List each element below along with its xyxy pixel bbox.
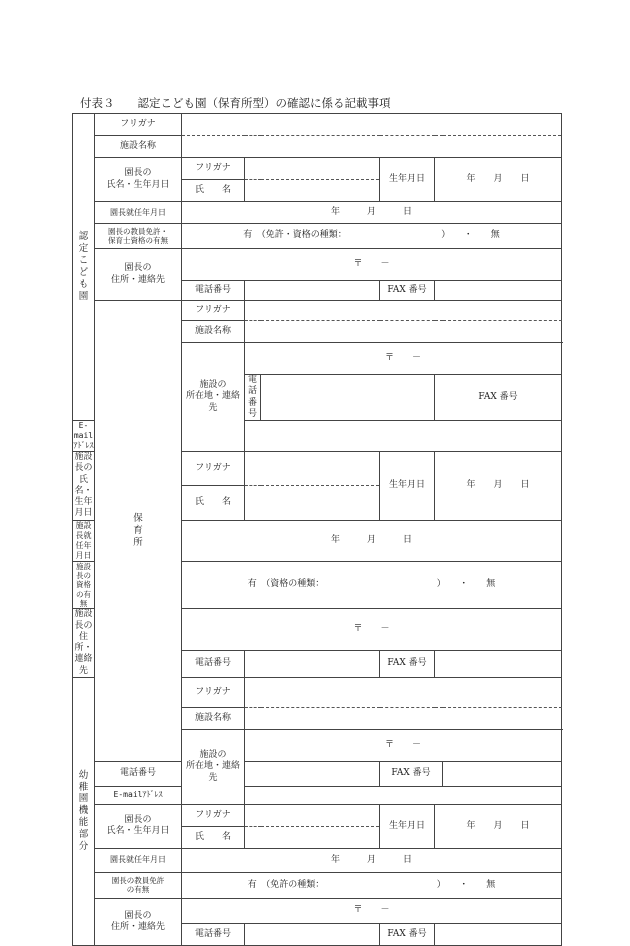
qualification-label: 園長の教員免許・ 保育士資格の有無 bbox=[95, 224, 182, 249]
phone-label: 電話番号 bbox=[245, 375, 261, 421]
facility-name-field[interactable] bbox=[245, 707, 562, 729]
phone-label: 電話番号 bbox=[182, 923, 245, 945]
fax-field[interactable] bbox=[435, 281, 562, 301]
fax-field[interactable] bbox=[435, 923, 562, 945]
phone-field[interactable] bbox=[245, 281, 380, 301]
postal-field[interactable]: 〒 － bbox=[182, 609, 562, 650]
phone-label: 電話番号 bbox=[95, 761, 182, 786]
section-label-hoikusho: 保育所 bbox=[95, 301, 182, 762]
section-label-nintei: 認定こども園 bbox=[73, 114, 95, 421]
facility-name-field[interactable] bbox=[245, 321, 562, 343]
furigana-label: フリガナ bbox=[182, 677, 245, 707]
fax-label: FAX 番号 bbox=[435, 375, 562, 421]
postal-field[interactable]: 〒 － bbox=[182, 898, 562, 923]
email-label: E-mailｱﾄﾞﾚｽ bbox=[73, 421, 94, 450]
head-name-field-label: 氏 名 bbox=[182, 486, 245, 520]
email-label: E-mailｱﾄﾞﾚｽ bbox=[95, 786, 182, 804]
phone-label: 電話番号 bbox=[182, 650, 245, 677]
qualification-field[interactable]: 有 （免許・資格の種類： ） ・ 無 bbox=[182, 224, 562, 249]
fax-field[interactable] bbox=[443, 761, 562, 786]
start-date-field[interactable]: 年 月 日 bbox=[182, 520, 562, 561]
head-name-field[interactable] bbox=[245, 486, 380, 520]
phone-label: 電話番号 bbox=[182, 281, 245, 301]
location-label: 施設の 所在地・連絡先 bbox=[182, 343, 245, 452]
email-field[interactable] bbox=[245, 421, 562, 452]
birth-date-field[interactable]: 年 月 日 bbox=[435, 452, 562, 521]
form-title: 付表３ 認定こども園（保育所型）の確認に係る記載事項 bbox=[80, 96, 391, 110]
start-date-label: 施設長就任年月日 bbox=[73, 520, 95, 561]
section-label-yochien: 幼稚園機能部分 bbox=[73, 677, 95, 945]
fax-label: FAX 番号 bbox=[380, 923, 435, 945]
form-table bbox=[72, 113, 562, 946]
start-date-label: 園長就任年月日 bbox=[95, 848, 182, 872]
furigana-field[interactable] bbox=[245, 677, 562, 707]
facility-name-label: 施設名称 bbox=[182, 321, 245, 343]
facility-name-label: 施設名称 bbox=[95, 136, 182, 158]
head-furigana-field[interactable] bbox=[245, 452, 380, 486]
furigana-label: フリガナ bbox=[95, 114, 182, 136]
furigana-field[interactable] bbox=[245, 301, 562, 321]
location-label: 施設の 所在地・連絡先 bbox=[182, 729, 245, 804]
fax-label: FAX 番号 bbox=[380, 650, 435, 677]
start-date-label: 園長就任年月日 bbox=[95, 202, 182, 224]
furigana-field[interactable] bbox=[182, 114, 562, 136]
postal-field[interactable]: 〒 － bbox=[182, 249, 562, 281]
start-date-field[interactable]: 年 月 日 bbox=[182, 848, 562, 872]
qualification-label: 施設長の資格の有 無 bbox=[73, 561, 95, 609]
birth-label: 生年月日 bbox=[380, 452, 435, 521]
head-address-label: 園長の 住所・連絡先 bbox=[95, 898, 182, 945]
postal-field[interactable]: 〒 － bbox=[245, 729, 562, 761]
facility-name-label: 施設名称 bbox=[182, 707, 245, 729]
birth-date-field[interactable]: 年 月 日 bbox=[435, 804, 562, 848]
birth-label: 生年月日 bbox=[380, 158, 435, 202]
email-field[interactable] bbox=[245, 786, 562, 804]
birth-label: 生年月日 bbox=[380, 804, 435, 848]
head-furigana-label: フリガナ bbox=[182, 158, 245, 180]
postal-field[interactable]: 〒 － bbox=[245, 343, 562, 375]
phone-field[interactable] bbox=[245, 761, 380, 786]
furigana-label: フリガナ bbox=[182, 301, 245, 321]
start-date-field[interactable]: 年 月 日 bbox=[182, 202, 562, 224]
head-name-label: 園長の 氏名・生年月日 bbox=[95, 158, 182, 202]
head-address-label: 施設長の 住所・連絡先 bbox=[74, 609, 93, 676]
head-furigana-field[interactable] bbox=[245, 804, 380, 826]
phone-field[interactable] bbox=[261, 375, 435, 421]
qualification-label: 園長の教員免許 の有無 bbox=[95, 872, 182, 898]
facility-name-field[interactable] bbox=[182, 136, 562, 158]
phone-field[interactable] bbox=[245, 923, 380, 945]
head-furigana-label: フリガナ bbox=[182, 452, 245, 486]
fax-label: FAX 番号 bbox=[380, 281, 435, 301]
qualification-field[interactable]: 有 （資格の種類： ） ・ 無 bbox=[182, 561, 562, 609]
head-furigana-label: フリガナ bbox=[182, 804, 245, 826]
head-address-label: 園長の 住所・連絡先 bbox=[95, 249, 182, 301]
fax-field[interactable] bbox=[435, 650, 562, 677]
head-name-label: 園長の 氏名・生年月日 bbox=[95, 804, 182, 848]
fax-label: FAX 番号 bbox=[380, 761, 443, 786]
head-name-field[interactable] bbox=[245, 180, 380, 202]
head-name-label: 施設長の 氏名・生年月日 bbox=[74, 452, 93, 519]
head-name-field-label: 氏 名 bbox=[182, 180, 245, 202]
phone-field[interactable] bbox=[245, 650, 380, 677]
head-name-field[interactable] bbox=[245, 826, 380, 848]
head-name-field-label: 氏 名 bbox=[182, 826, 245, 848]
head-furigana-field[interactable] bbox=[245, 158, 380, 180]
qualification-field[interactable]: 有 （免許の種類： ） ・ 無 bbox=[182, 872, 562, 898]
birth-date-field[interactable]: 年 月 日 bbox=[435, 158, 562, 202]
